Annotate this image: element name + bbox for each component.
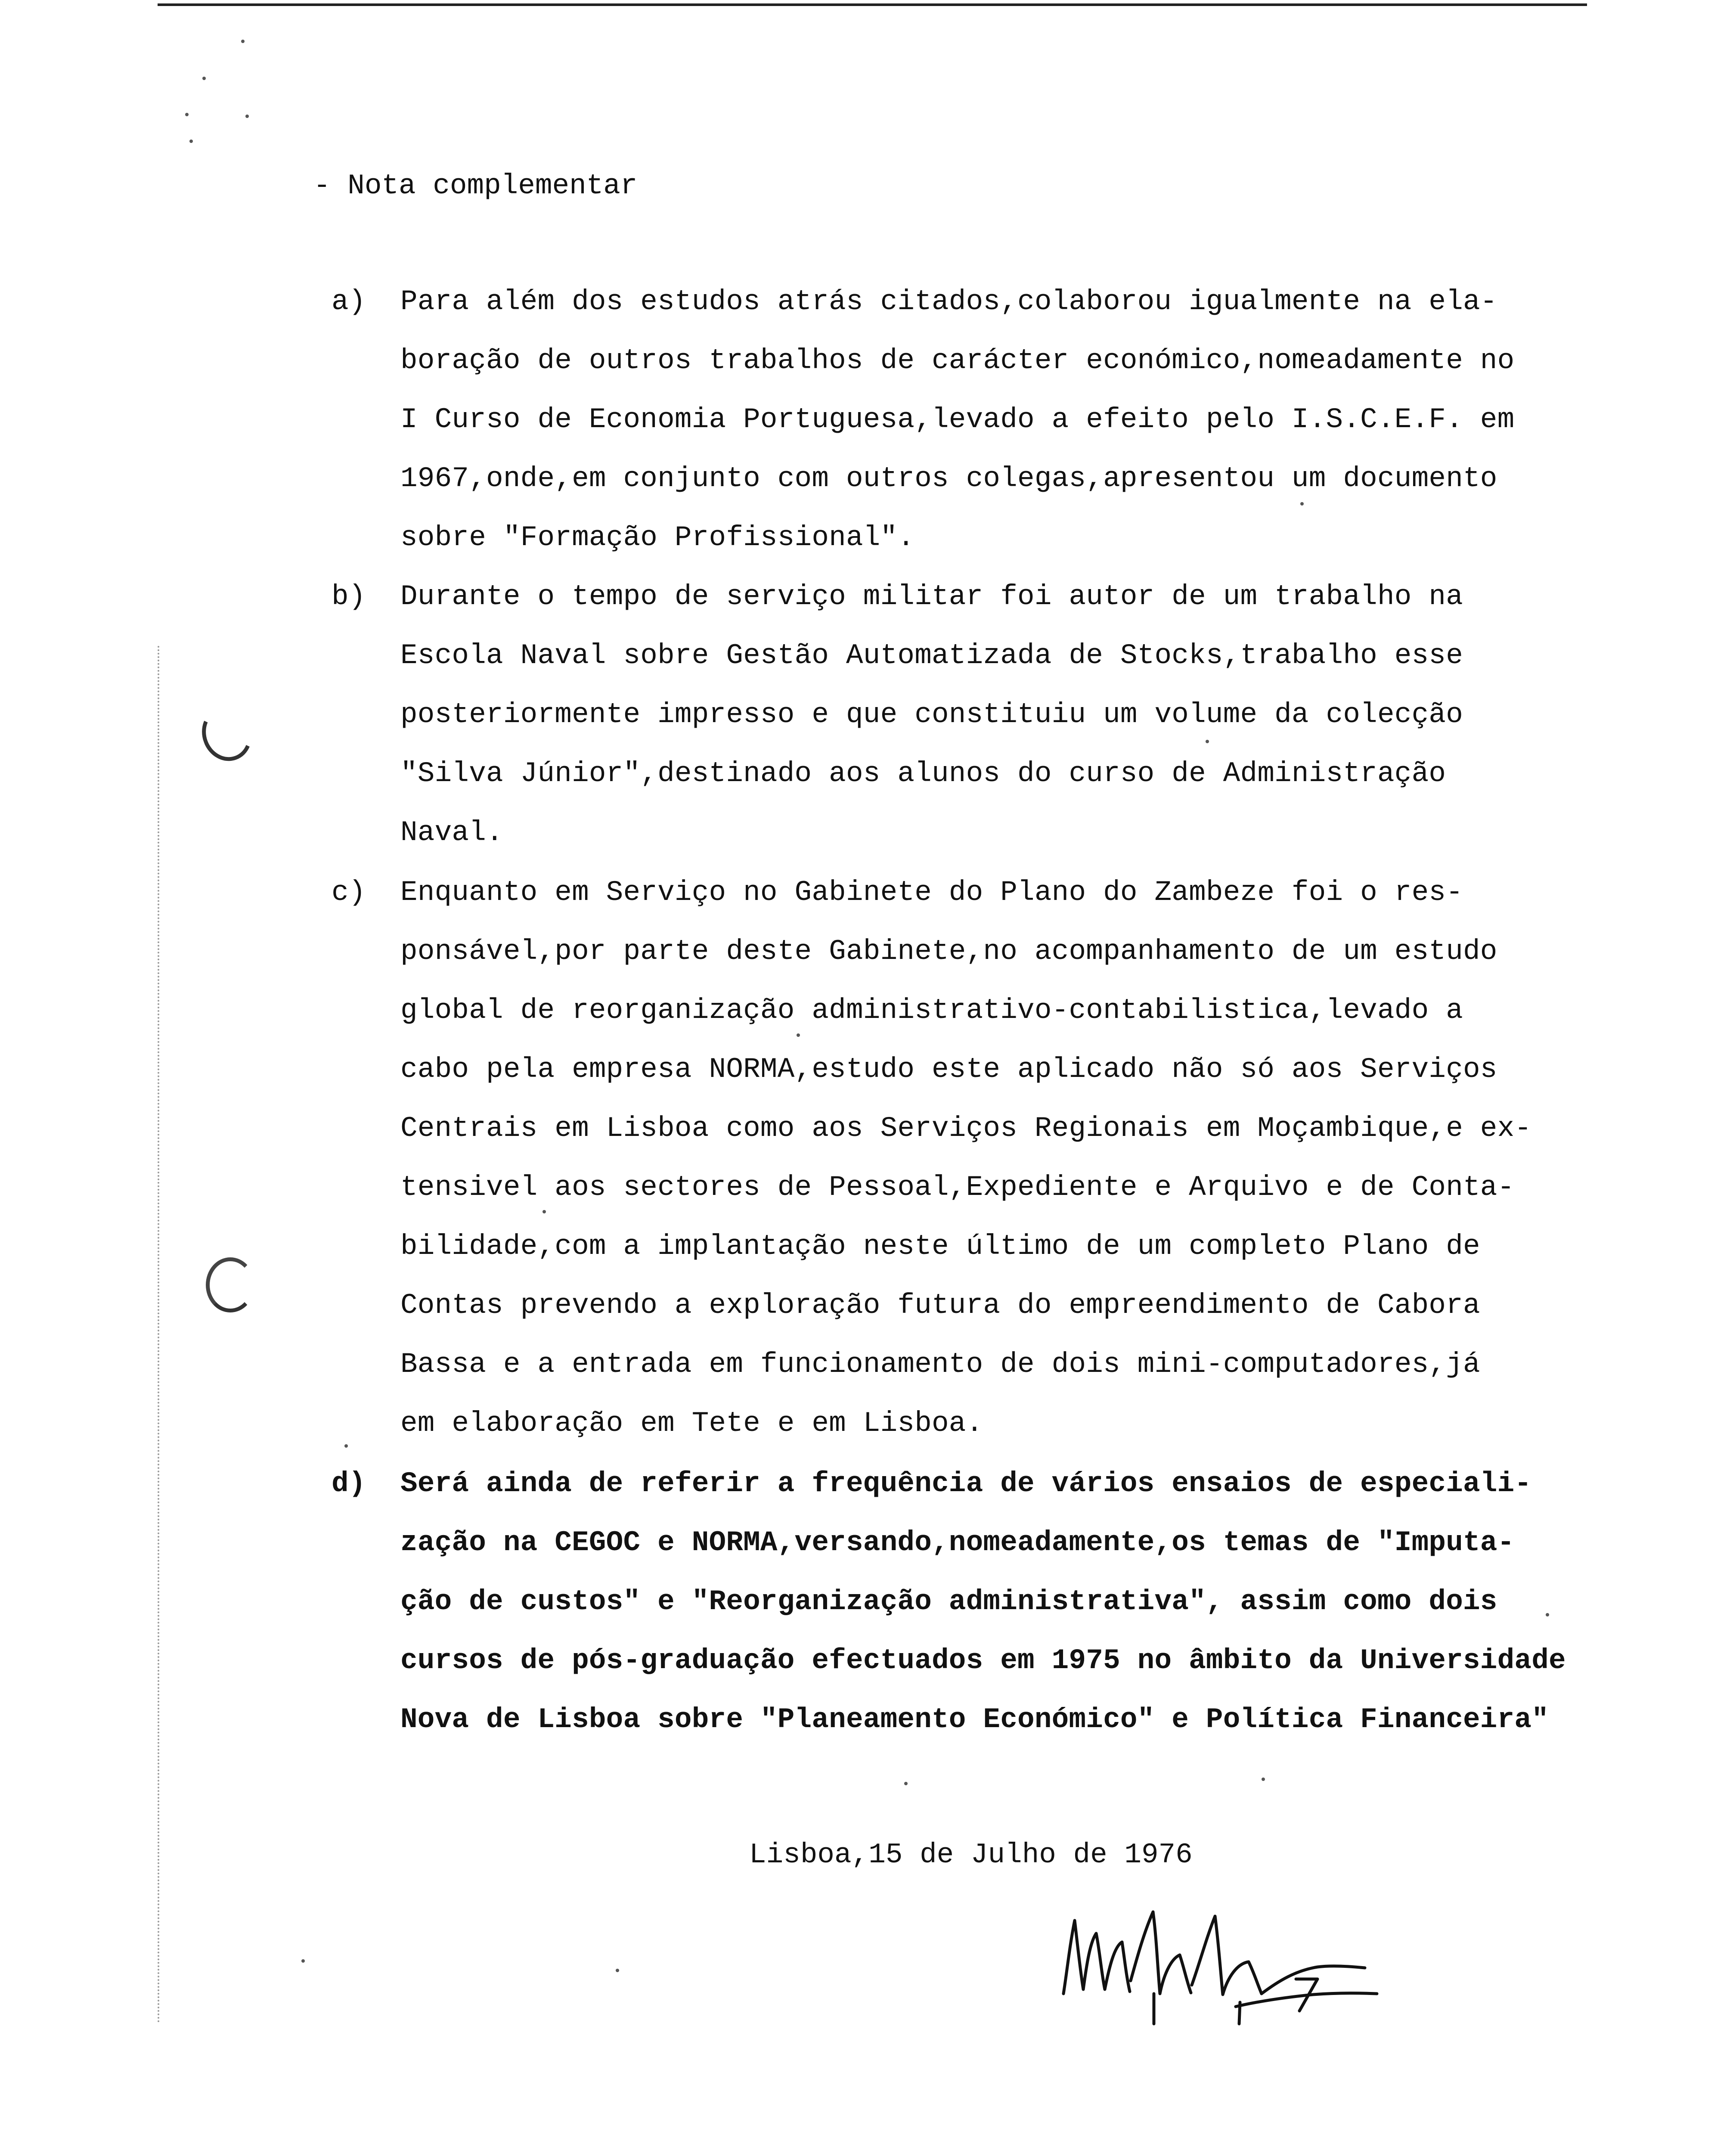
text-line: Naval.	[400, 816, 503, 849]
list-item-body	[400, 863, 1531, 1453]
text-line: Enquanto em Serviço no Gabinete do Plano do Zambeze foi o res-	[400, 876, 1463, 909]
text-line: I Curso de Economia Portuguesa,levado a efeito pelo I.S.C.E.F. em	[400, 403, 1515, 436]
list-item-label: a)	[332, 285, 366, 318]
list-item-label: c)	[332, 876, 366, 909]
text-line: em elaboração em Tete e em Lisboa.	[400, 1407, 983, 1439]
text-line: sobre "Formação Profissional".	[400, 521, 915, 554]
text-line: cursos de pós-graduação efectuados em 1975 no âmbito da Universidade	[400, 1644, 1566, 1677]
binder-hole-bottom	[206, 1257, 255, 1312]
text-line: Nova de Lisboa sobre "Planeamento Económico" e Política Financeira"	[400, 1703, 1549, 1736]
top-border-line	[158, 3, 1587, 6]
date-line: Lisboa,15 de Julho de 1976	[749, 1839, 1193, 1871]
text-line: global de reorganização administrativo-contabilistica,levado a	[400, 994, 1463, 1027]
text-line: cabo pela empresa NORMA,estudo este aplicado não só aos Serviços	[400, 1053, 1497, 1086]
list-item-body	[400, 567, 1463, 862]
text-line: bilidade,com a implantação neste último de um completo Plano de	[400, 1230, 1480, 1263]
left-margin-scan-dots	[158, 646, 164, 2024]
handwritten-signature	[1055, 1895, 1382, 2041]
text-line: Durante o tempo de serviço militar foi autor de um trabalho na	[400, 580, 1463, 613]
section-heading: - Nota complementar	[313, 170, 638, 202]
text-line: Bassa e a entrada em funcionamento de dois mini-computadores,já	[400, 1348, 1480, 1381]
list-item-label: b)	[332, 580, 366, 613]
text-line: Contas prevendo a exploração futura do empreendimento de Cabora	[400, 1289, 1480, 1322]
text-line: Centrais em Lisboa como aos Serviços Regionais em Moçambique,e ex-	[400, 1112, 1532, 1145]
text-line: "Silva Júnior",destinado aos alunos do curso de Administração	[400, 757, 1446, 790]
binder-hole-top	[195, 699, 260, 768]
list-item-body	[400, 1454, 1566, 1749]
text-line: 1967,onde,em conjunto com outros colegas,apresentou um documento	[400, 462, 1497, 495]
text-line: posteriormente impresso e que constituiu um volume da colecção	[400, 698, 1463, 731]
text-line: tensivel aos sectores de Pessoal,Expediente e Arquivo e de Conta-	[400, 1171, 1515, 1204]
list-item-label: d)	[332, 1467, 366, 1500]
text-line: Escola Naval sobre Gestão Automatizada de Stocks,trabalho esse	[400, 639, 1463, 672]
text-line: ção de custos" e "Reorganização administrativa", assim como dois	[400, 1585, 1497, 1618]
text-line: Será ainda de referir a frequência de vários ensaios de especiali-	[400, 1467, 1532, 1500]
text-line: ponsável,por parte deste Gabinete,no acompanhamento de um estudo	[400, 935, 1497, 968]
list-item-body	[400, 272, 1514, 567]
text-line: boração de outros trabalhos de carácter económico,nomeadamente no	[400, 344, 1515, 377]
text-line: Para além dos estudos atrás citados,colaborou igualmente na ela-	[400, 285, 1497, 318]
text-line: zação na CEGOC e NORMA,versando,nomeadamente,os temas de "Imputa-	[400, 1526, 1515, 1559]
